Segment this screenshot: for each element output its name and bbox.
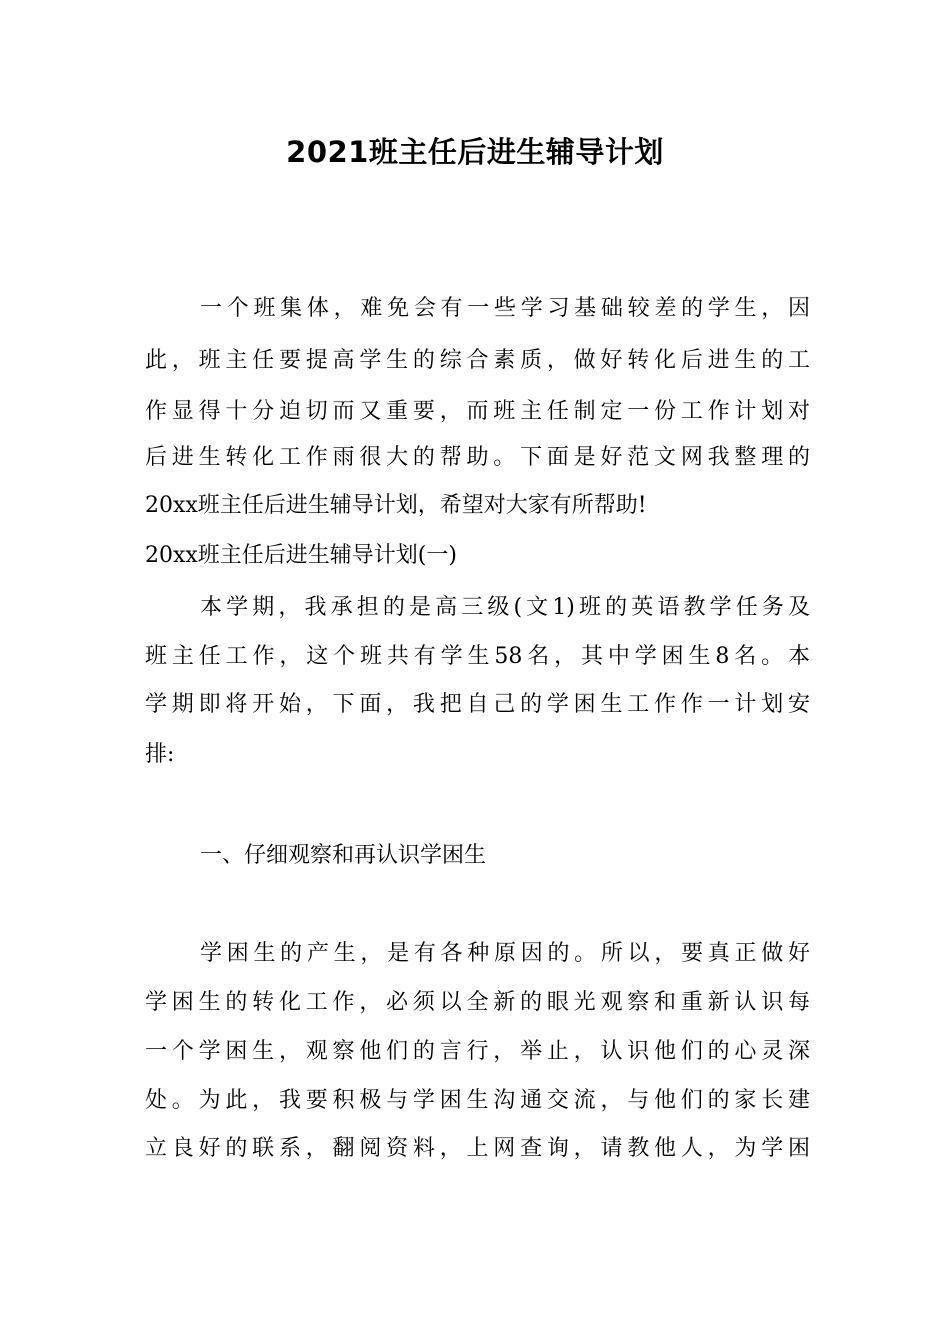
- document-title: 2021班主任后进生辅导计划: [286, 135, 664, 169]
- paragraph-line: 学期即将开始，下面，我把自己的学困生工作作一计划安: [145, 692, 810, 717]
- section-heading: 一、仔细观察和再认识学困生: [200, 843, 487, 868]
- paragraph-line: 班主任工作，这个班共有学生58名，其中学困生8名。本: [145, 644, 810, 669]
- paragraph-line: 处。为此，我要积极与学困生沟通交流，与他们的家长建: [145, 1088, 810, 1113]
- paragraph-line: 排:: [145, 742, 175, 767]
- paragraph-line: 此，班主任要提高学生的综合素质，做好转化后进生的工: [145, 348, 810, 373]
- paragraph-line: 后进生转化工作雨很大的帮助。下面是好范文网我整理的: [145, 445, 810, 470]
- paragraph-line: 一个学困生，观察他们的言行，举止，认识他们的心灵深: [145, 1039, 810, 1064]
- paragraph-line: 学困生的转化工作，必须以全新的眼光观察和重新认识每: [145, 990, 810, 1015]
- paragraph-line: 本学期，我承担的是高三级(文1)班的英语教学任务及: [200, 595, 810, 620]
- paragraph-line: 20xx班主任后进生辅导计划，希望对大家有所帮助!: [145, 493, 647, 518]
- paragraph-line: 作显得十分迫切而又重要，而班主任制定一份工作计划对: [145, 399, 810, 424]
- paragraph-line: 立良好的联系，翻阅资料，上网查询，请教他人，为学困: [145, 1136, 810, 1161]
- section-heading: 20xx班主任后进生辅导计划(一): [145, 543, 457, 568]
- paragraph-line: 学困生的产生，是有各种原因的。所以，要真正做好: [200, 941, 810, 966]
- paragraph-line: 一个班集体，难免会有一些学习基础较差的学生，因: [200, 296, 810, 321]
